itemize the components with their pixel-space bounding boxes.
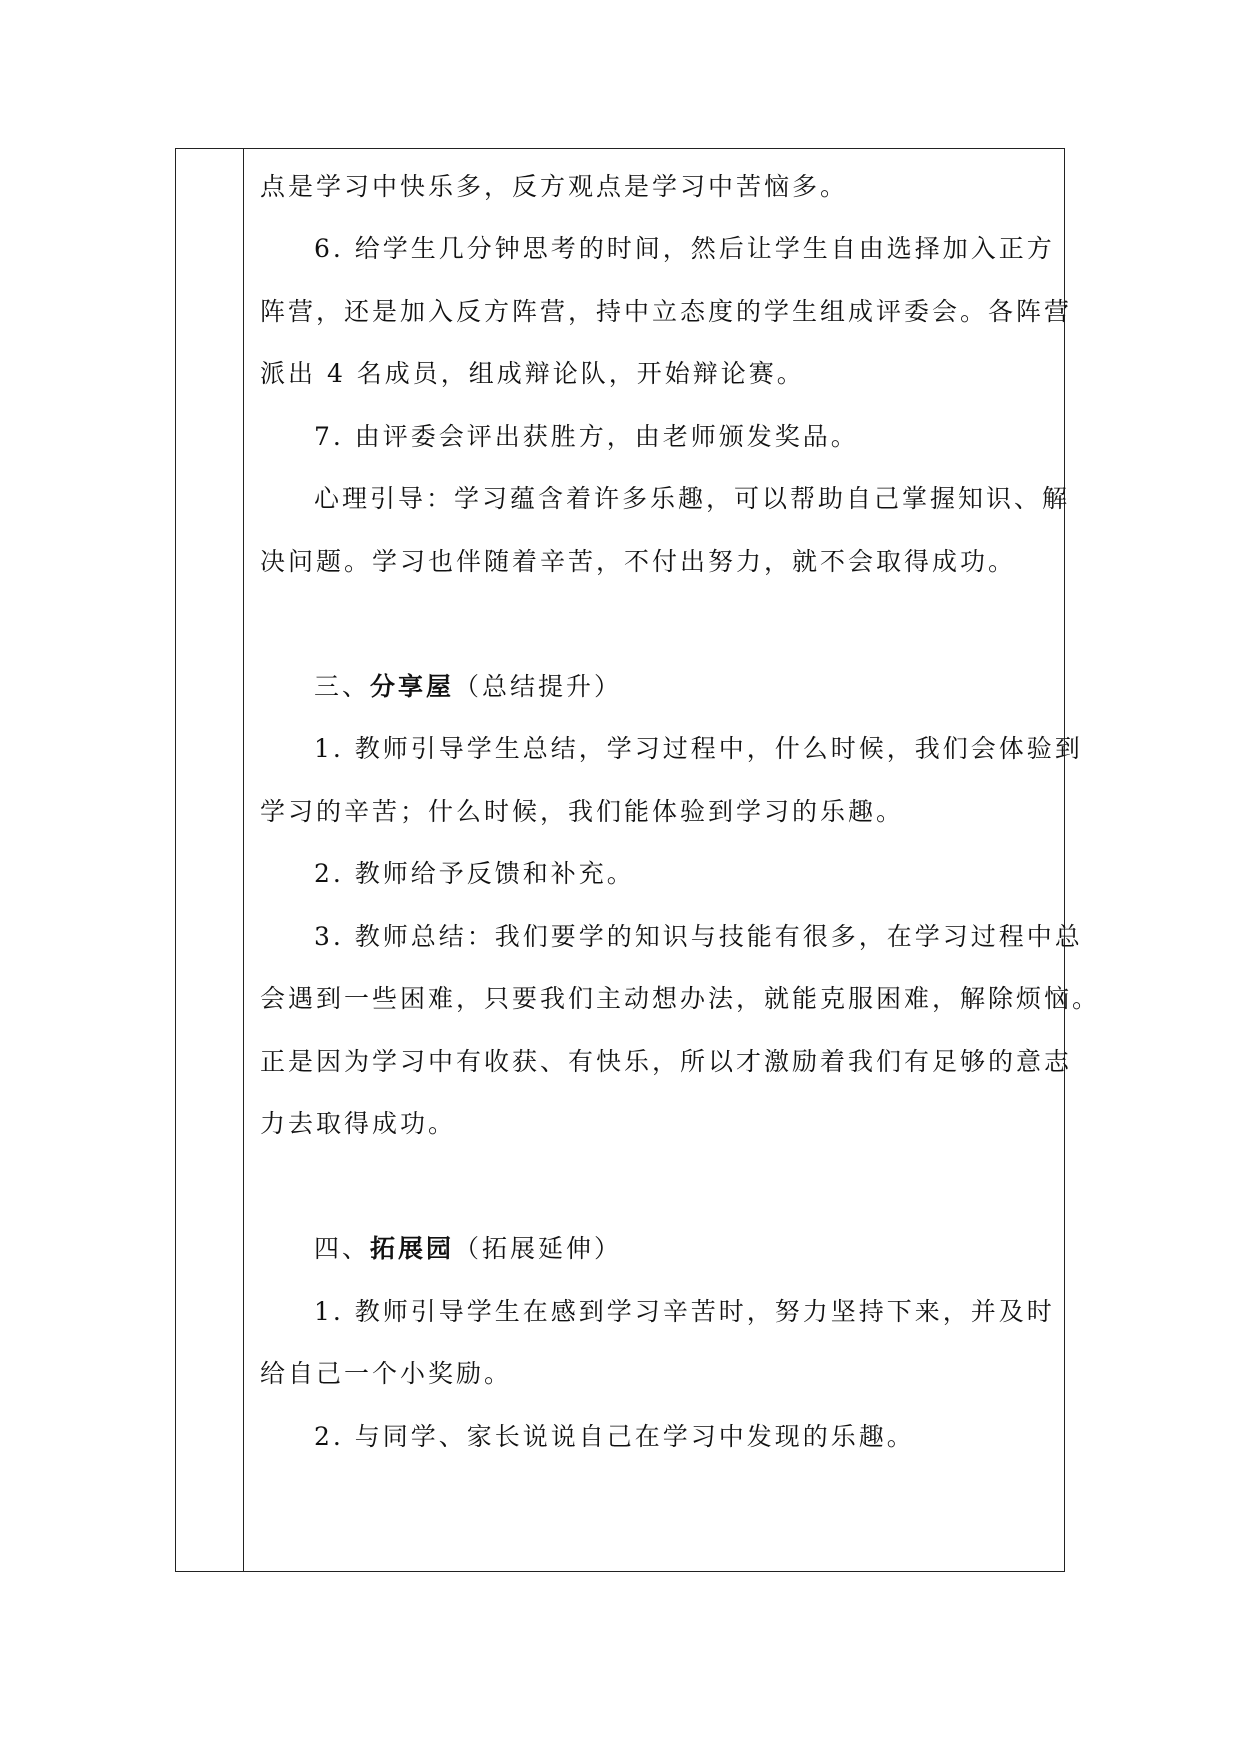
paragraph-line: 2. 教师给予反馈和补充。 (314, 859, 635, 888)
lesson-plan-table (175, 148, 1101, 1572)
paragraph-line: 7. 由评委会评出获胜方，由老师颁发奖品。 (314, 422, 859, 451)
table-left-column (176, 149, 244, 1571)
paragraph-line: 决问题。学习也伴随着辛苦，不付出努力，就不会取得成功。 (260, 547, 1017, 576)
paragraph-line: 正是因为学习中有收获、有快乐，所以才激励着我们有足够的意志 (260, 1047, 1073, 1076)
paragraph-line: 派出 4 名成员，组成辩论队，开始辩论赛。 (260, 359, 805, 388)
paragraph-line: 1. 教师引导学生在感到学习辛苦时，努力坚持下来，并及时 (314, 1297, 1055, 1326)
paragraph-line: 3. 教师总结：我们要学的知识与技能有很多，在学习过程中总 (314, 922, 1083, 951)
section-suffix: （拓展延伸） (454, 1234, 623, 1263)
paragraph-line: 力去取得成功。 (260, 1109, 457, 1138)
paragraph-line: 阵营，还是加入反方阵营，持中立态度的学生组成评委会。各阵营 (260, 297, 1073, 326)
table-content-column (244, 149, 1101, 1571)
paragraph-line: 心理引导：学习蕴含着许多乐趣，可以帮助自己掌握知识、解 (314, 484, 1071, 513)
section-prefix: 四、 (314, 1234, 371, 1263)
paragraph-line: 给自己一个小奖励。 (260, 1359, 513, 1388)
paragraph-line: 点是学习中快乐多，反方观点是学习中苦恼多。 (260, 172, 849, 201)
section-suffix: （总结提升） (454, 672, 623, 701)
paragraph-line: 6. 给学生几分钟思考的时间，然后让学生自由选择加入正方 (314, 234, 1055, 263)
paragraph-line: 学习的辛苦；什么时候，我们能体验到学习的乐趣。 (260, 797, 905, 826)
paragraph-line: 2. 与同学、家长说说自己在学习中发现的乐趣。 (314, 1422, 915, 1451)
section-heading-4 (314, 1231, 1054, 1267)
paragraph-line: 会遇到一些困难，只要我们主动想办法，就能克服困难，解除烦恼。 (260, 984, 1101, 1013)
section-heading-3 (314, 669, 1054, 705)
section-title: 分享屋 (370, 672, 455, 701)
paragraph-line: 1. 教师引导学生总结，学习过程中，什么时候，我们会体验到 (314, 734, 1083, 763)
section-prefix: 三、 (314, 672, 371, 701)
section-title: 拓展园 (370, 1234, 455, 1263)
